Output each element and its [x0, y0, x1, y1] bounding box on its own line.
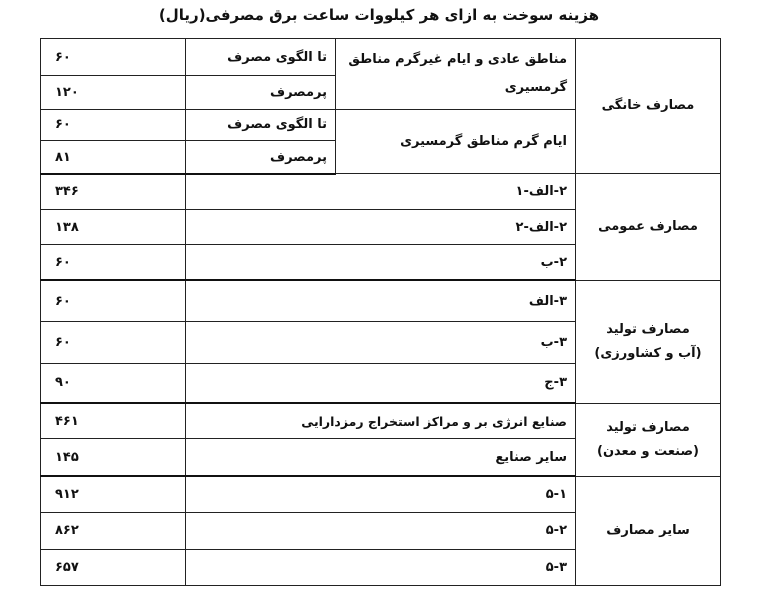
household-region-normal: مناطق عادی و ایام غیرگرم مناطق گرمسیری [336, 39, 576, 110]
other-row-value: ۸۶۲ [41, 513, 186, 549]
fuel-cost-table [40, 38, 721, 586]
household-tier: تا الگوی مصرف [186, 39, 336, 76]
table-title: هزینه سوخت به ازای هر کیلووات ساعت برق مصرفی(ریال) [158, 6, 600, 24]
category-household: مصارف خانگی [576, 39, 721, 174]
agri-row-value: ۶۰ [41, 280, 186, 321]
public-row-label: ۲-الف-۱ [186, 174, 576, 209]
other-row-value: ۶۵۷ [41, 549, 186, 586]
public-row-value: ۶۰ [41, 245, 186, 280]
industry-row-value: ۴۶۱ [41, 403, 186, 438]
agri-row-label: ۳-الف [186, 280, 576, 321]
agri-row-label: ۳-ب [186, 322, 576, 363]
category-public: مصارف عمومی [576, 174, 721, 280]
category-industry-line1: مصارف تولید [606, 419, 690, 435]
category-industry [576, 403, 721, 476]
public-row-label: ۲-ب [186, 245, 576, 280]
industry-row-label: سایر صنایع [186, 439, 576, 476]
public-row-value: ۱۳۸ [41, 209, 186, 244]
category-other: سایر مصارف [576, 476, 721, 585]
household-tier: تا الگوی مصرف [186, 109, 336, 140]
public-row-label: ۲-الف-۲ [186, 209, 576, 244]
agri-row-value: ۶۰ [41, 322, 186, 363]
category-agri-line2: (آب و کشاورزی) [594, 345, 702, 361]
category-agri [576, 280, 721, 403]
household-value: ۶۰ [41, 109, 186, 140]
other-row-label: ۵-۲ [186, 513, 576, 549]
household-value: ۱۲۰ [41, 76, 186, 109]
industry-row-label: صنایع انرژی بر و مراکز استخراج رمزدارایی [186, 403, 576, 438]
other-row-label: ۵-۳ [186, 549, 576, 586]
other-row-label: ۵-۱ [186, 476, 576, 512]
household-tier: پرمصرف [186, 76, 336, 109]
agri-row-value: ۹۰ [41, 363, 186, 403]
household-value: ۶۰ [41, 39, 186, 76]
category-agri-line1: مصارف تولید [606, 321, 690, 337]
industry-row-value: ۱۴۵ [41, 439, 186, 476]
category-industry-line2: (صنعت و معدن) [597, 443, 699, 459]
household-value: ۸۱ [41, 141, 186, 174]
other-row-value: ۹۱۲ [41, 476, 186, 512]
household-region-hot: ایام گرم مناطق گرمسیری [336, 109, 576, 174]
household-tier: پرمصرف [186, 141, 336, 174]
public-row-value: ۳۴۶ [41, 174, 186, 209]
agri-row-label: ۳-ج [186, 363, 576, 403]
